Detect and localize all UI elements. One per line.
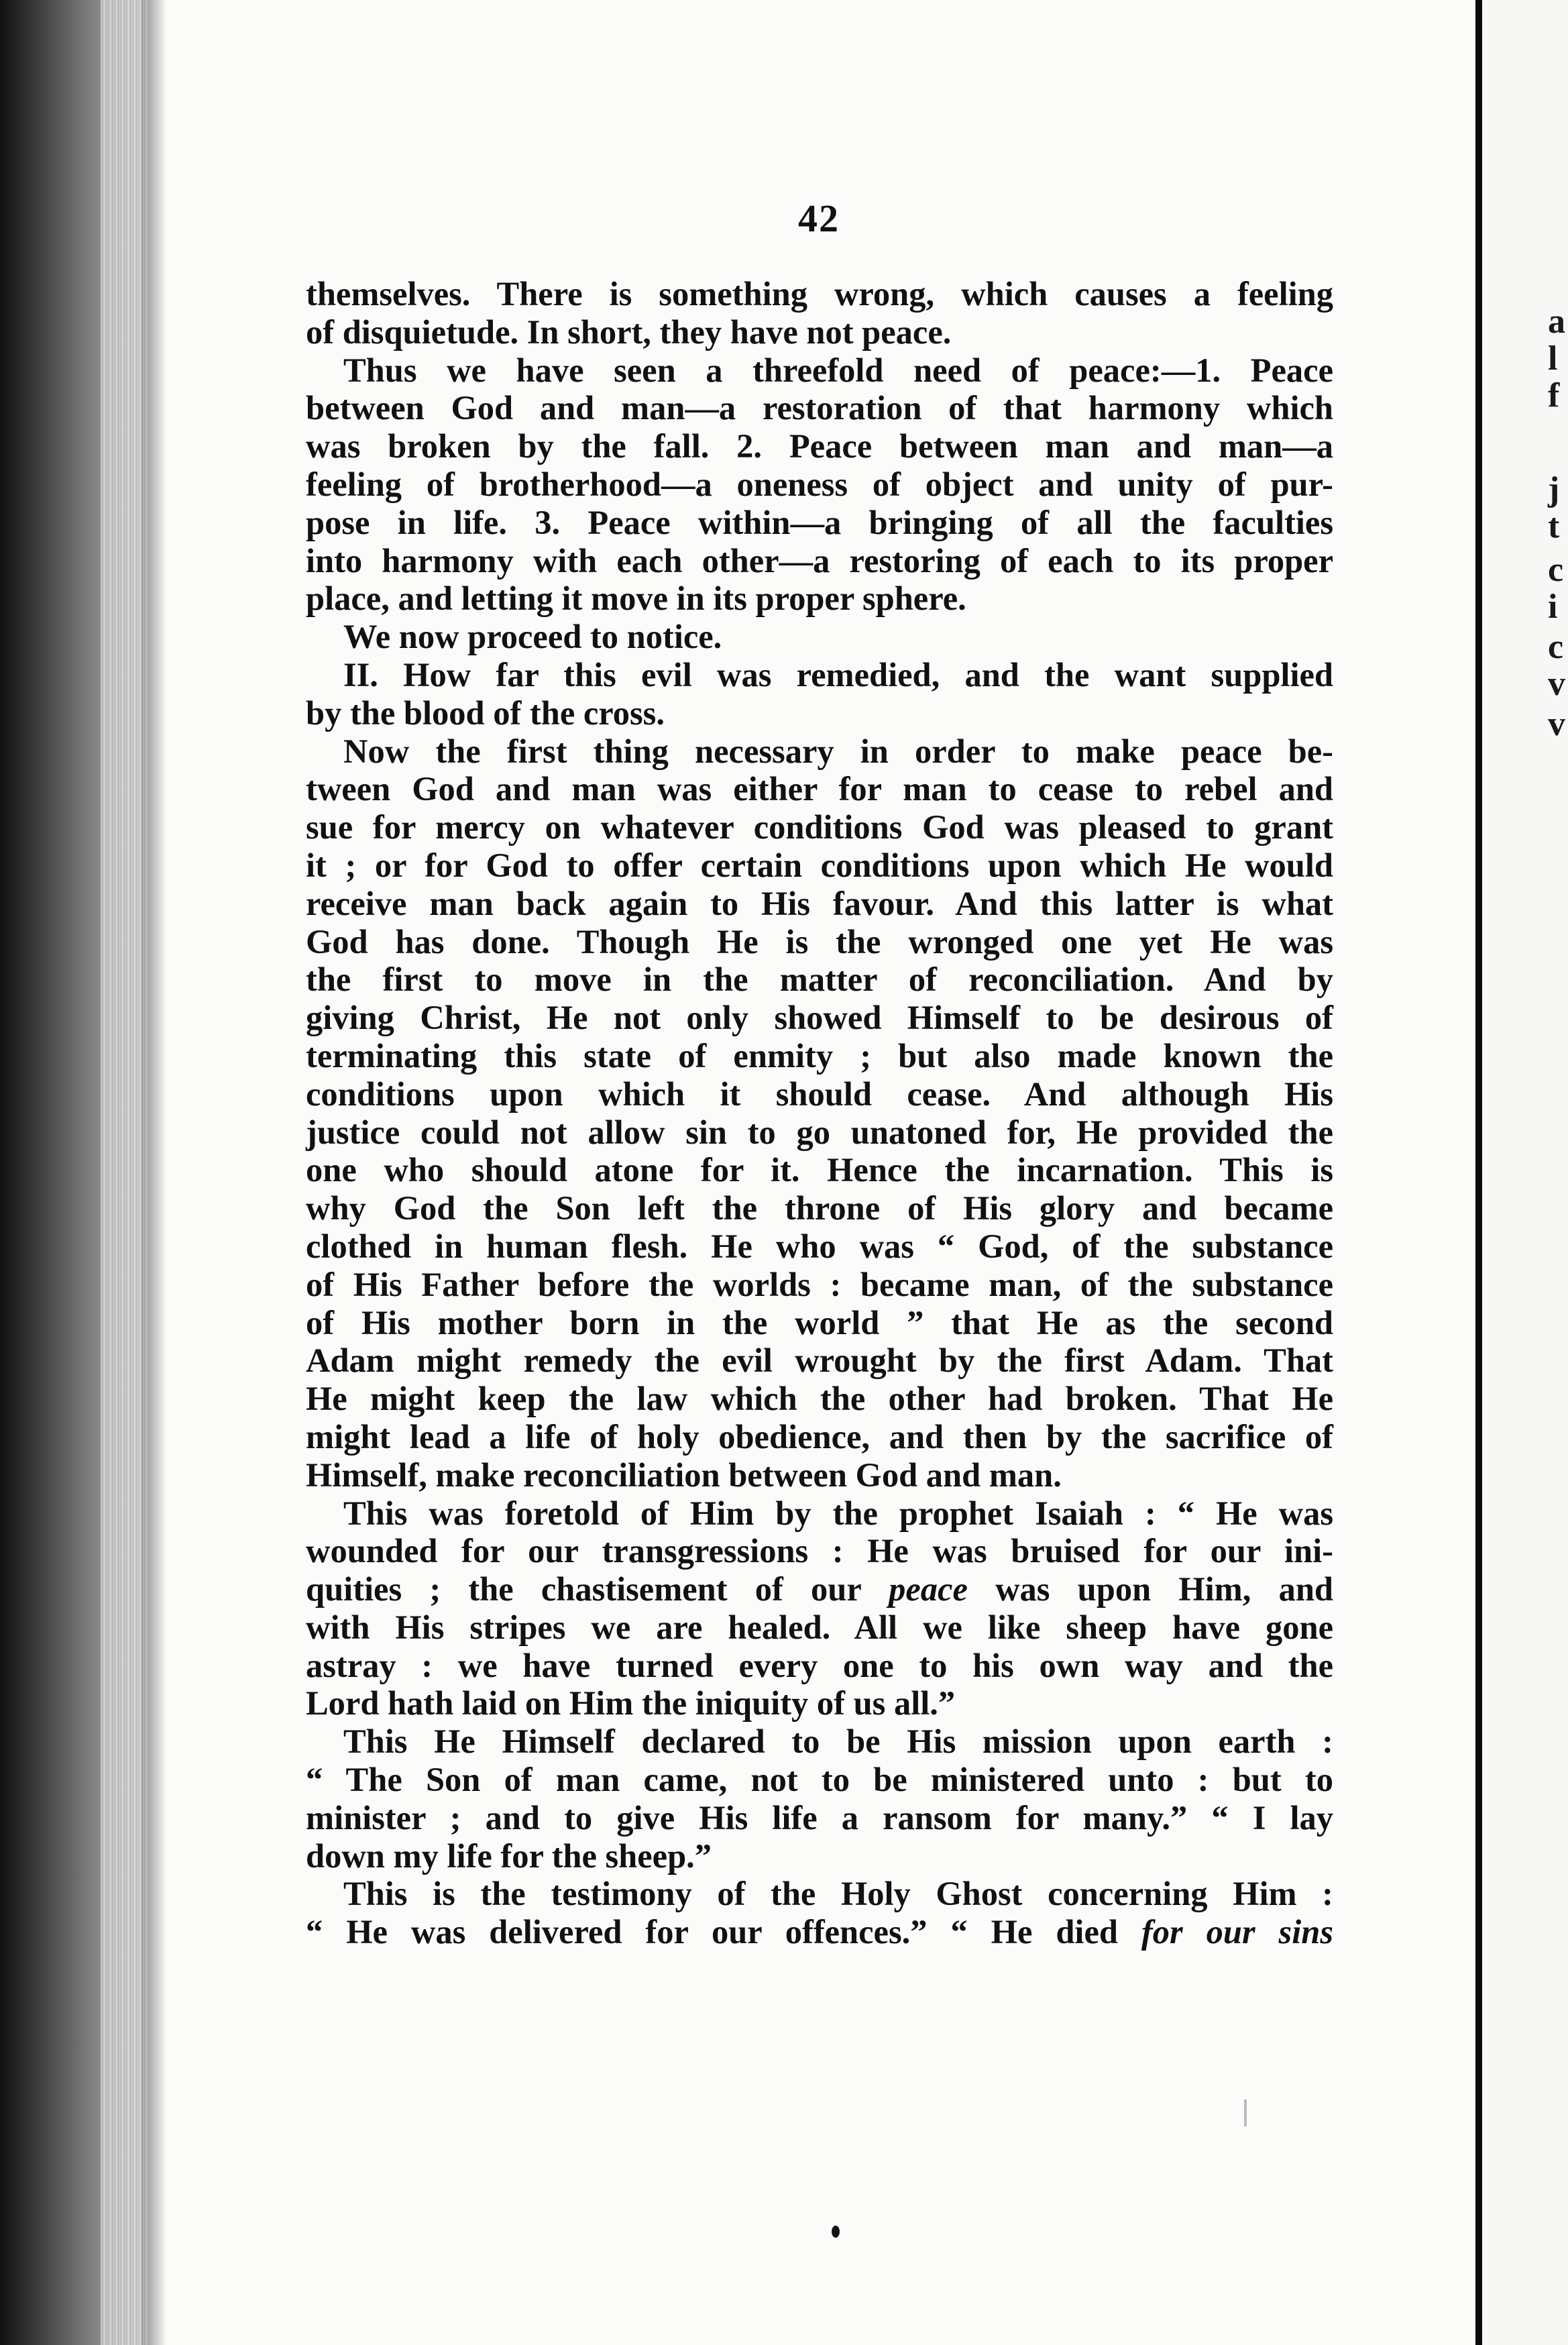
text-line: conditions upon which it should cease. And although His [306, 1075, 1333, 1113]
text-line: sue for mercy on whatever conditions God was pleased to grant [306, 808, 1333, 847]
text-line: Adam might remedy the evil wrought by the first Adam. That [306, 1342, 1333, 1380]
text-line: Thus we have seen a threefold need of peace:—1. Peace [343, 351, 1333, 389]
text-line: by the blood of the cross. [306, 694, 665, 732]
facing-page-fragment: v [1548, 705, 1565, 743]
gutter-shadow [148, 0, 166, 2345]
text-line: place, and letting it move in its proper sphere. [306, 580, 966, 618]
facing-page-fragment: v [1548, 665, 1565, 703]
text-line: it ; or for God to offer certain conditions upon which He would [306, 846, 1333, 884]
facing-page-fragment: l [1548, 339, 1558, 378]
text-line: was broken by the fall. 2. Peace between man and man—a [306, 427, 1333, 466]
page-body-text [306, 275, 1333, 1951]
text-line: He might keep the law which the other had broken. That He [306, 1380, 1333, 1418]
text-line: Himself, make reconciliation between God and man. [306, 1456, 1062, 1494]
text-line: clothed in human flesh. He who was “ God, of the substance [306, 1227, 1333, 1265]
text-line: This is the testimony of the Holy Ghost concerning Him : [343, 1875, 1333, 1913]
text-line: terminating this state of enmity ; but also made known the [306, 1036, 1333, 1075]
text-line: with His stripes we are healed. All we like sheep have gone [306, 1608, 1333, 1646]
text-line: justice could not allow sin to go unatoned for, He provided the [306, 1113, 1333, 1151]
text-line: themselves. There is something wrong, which causes a feeling [306, 275, 1333, 313]
facing-page-fragment: a [1548, 303, 1565, 341]
text-line: of His Father before the worlds : became man, of the substance [306, 1265, 1333, 1303]
text-line: giving Christ, He not only showed Himself to be desirous of [306, 999, 1333, 1037]
facing-page-edge [1475, 0, 1568, 2345]
text-line: wounded for our transgressions : He was bruised for our ini- [306, 1532, 1333, 1570]
facing-page-fragment: t [1548, 507, 1560, 545]
text-line: feeling of brotherhood—a oneness of object and unity of pur- [306, 465, 1333, 503]
text-line: Now the first thing necessary in order to make peace be- [343, 732, 1333, 770]
text-line: astray : we have turned every one to his own way and the [306, 1646, 1333, 1684]
text-line: might lead a life of holy obedience, and then by the sacrifice of [306, 1417, 1333, 1456]
ink-speck [832, 2226, 840, 2238]
text-line: II. How far this evil was remedied, and the want supplied [343, 655, 1333, 694]
text-line: God has done. Though He is the wronged one yet He was [306, 922, 1333, 961]
text-line: down my life for the sheep.” [306, 1837, 712, 1875]
text-line: into harmony with each other—a restoring of each to its proper [306, 541, 1333, 580]
text-line: the first to move in the matter of reconciliation. And by [306, 961, 1333, 999]
facing-page-fragment: c [1548, 628, 1564, 666]
text-line: “ He was delivered for our offences.” “ He died for our sins [306, 1913, 1333, 1951]
text-line: We now proceed to notice. [343, 618, 722, 656]
text-line: tween God and man was either for man to cease to rebel and [306, 770, 1333, 808]
facing-page-fragment: f [1548, 376, 1560, 415]
text-line: “ The Son of man came, not to be ministered unto : but to [306, 1761, 1333, 1799]
page-number: 42 [798, 197, 840, 240]
facing-page-fragment: c [1548, 551, 1564, 589]
text-line: This He Himself declared to be His mission upon earth : [343, 1723, 1333, 1761]
text-line: This was foretold of Him by the prophet Isaiah : “ He was [343, 1494, 1333, 1532]
text-line: receive man back again to His favour. And this latter is what [306, 884, 1333, 922]
text-line: why God the Son left the throne of His glory and became [306, 1189, 1333, 1228]
text-line: of disquietude. In short, they have not peace. [306, 313, 952, 351]
facing-page-fragment: j [1548, 470, 1560, 508]
text-line: Lord hath laid on Him the iniquity of us all.” [306, 1684, 956, 1723]
text-line: minister ; and to give His life a ransom for many.” “ I lay [306, 1798, 1333, 1837]
facing-page-fragment: i [1548, 588, 1558, 626]
text-line: between God and man—a restoration of that harmony which [306, 389, 1333, 427]
text-line: pose in life. 3. Peace within—a bringing of all the faculties [306, 503, 1333, 541]
text-line: of His mother born in the world ” that He as the second [306, 1303, 1333, 1342]
text-line: quities ; the chastisement of our peace was upon Him, and [306, 1570, 1333, 1608]
text-line: one who should atone for it. Hence the incarnation. This is [306, 1151, 1333, 1189]
page-stack-edge [101, 0, 148, 2345]
faint-mark [1244, 2099, 1247, 2126]
